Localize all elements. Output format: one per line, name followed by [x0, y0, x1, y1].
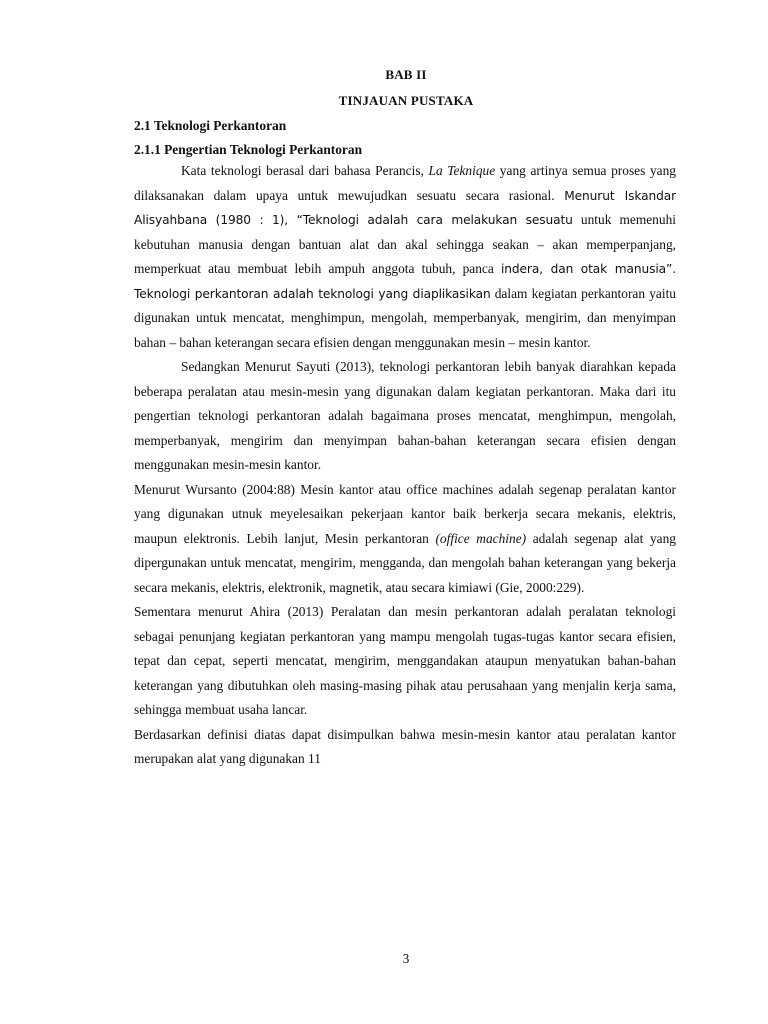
chapter-heading: BAB II: [385, 67, 427, 82]
subsection-heading: 2.1.1 Pengertian Teknologi Perkantoran: [134, 142, 363, 157]
paragraph-2: Sedangkan Menurut Sayuti (2013), teknologi perkantoran lebih banyak diarahkan kepada beberapa peralatan atau mesin-mesin yang digunakan dalam kegiatan perkantoran. Maka dari itu pengertian teknologi perkantoran adalah bagaimana proses mencatat, menghimpun, mengolah, memperbanyak, mengirim dan menyimpan bahan-bahan keterangan secara efisien dengan menggunakan mesin-mesin kantor.: [134, 359, 676, 472]
paragraph-5: Berdasarkan definisi diatas dapat disimpulkan bahwa mesin-mesin kantor atau peralatan kantor merupakan alat yang digunakan 11: [134, 726, 676, 766]
paragraph-4: Sementara menurut Ahira (2013) Peralatan dan mesin perkantoran adalah peralatan teknologi sebagai penunjang kegiatan perkantoran yang mampu mengolah tugas-tugas kantor secara efisien, tepat dan cepat, seperti mencatat, mengirim, menggandakan ataupun menyatukan bahan-bahan keterangan yang dibutuhkan oleh masing-masing pihak atau perusahaan yang menjalin kerja sama, sehingga membuat usaha lancar.: [134, 604, 676, 717]
paragraph-1-text-d: untuk memenuhi kebutuhan manusia dengan bantuan alat dan akal sehingga seakan – akan memperpanjang, memperkuat atau membuat lebih ampuh anggota tubuh, panca: [134, 212, 676, 276]
paragraph-1: [134, 159, 676, 355]
paragraph-1-quoted-definition-end: indera, dan otak manusia”. Teknologi perkantoran adalah teknologi yang diaplikasikan: [134, 262, 676, 301]
section-heading: 2.1 Teknologi Perkantoran: [134, 118, 287, 133]
paragraph-3-text-b: adalah segenap alat yang dipergunakan untuk mencatat, mengirim, mengganda, dan mengolah bahan keterangan yang bekerja secara mekanis, elektris, elektronik, magnetik, atau secara kimiawi (Gie, 2000:229).: [134, 530, 676, 595]
paragraph-3-text-a: Menurut Wursanto (2004:88) Mesin kantor atau office machines adalah segenap peralatan kantor yang digunakan utnuk meyelesaikan pekerjaan kantor baik berkerja secara mekanis, elektris, maupun elektronis. Lebih lanjut, Mesin perkantoran: [134, 481, 676, 546]
paragraph-3-italic-term: (office machine): [435, 530, 527, 546]
paragraph-1-text-b: yang artinya semua proses yang dilaksanakan dalam upaya untuk mewujudkan sesuatu secara rasional.: [134, 163, 676, 203]
paragraph-1-text-a: Kata teknologi berasal dari bahasa Perancis,: [181, 163, 429, 178]
paragraph-3: [134, 478, 676, 601]
body-text: [134, 159, 676, 772]
chapter-title: TINJAUAN PUSTAKA: [338, 93, 474, 108]
paragraph-1-italic-term: La Teknique: [428, 163, 496, 178]
paragraph-1-quoted-definition: Menurut Iskandar Alisyahbana (1980 : 1), “Teknologi adalah cara melakukan sesuatu: [134, 188, 676, 227]
page-number: 3: [402, 951, 410, 966]
paragraph-1-text-f: dalam kegiatan perkantoran yaitu digunakan untuk mencatat, menghimpun, mengolah, memperbanyak, mengirim, dan menyimpan bahan – bahan keterangan secara efisien dengan menggunakan mesin – mesin kantor.: [134, 285, 677, 350]
